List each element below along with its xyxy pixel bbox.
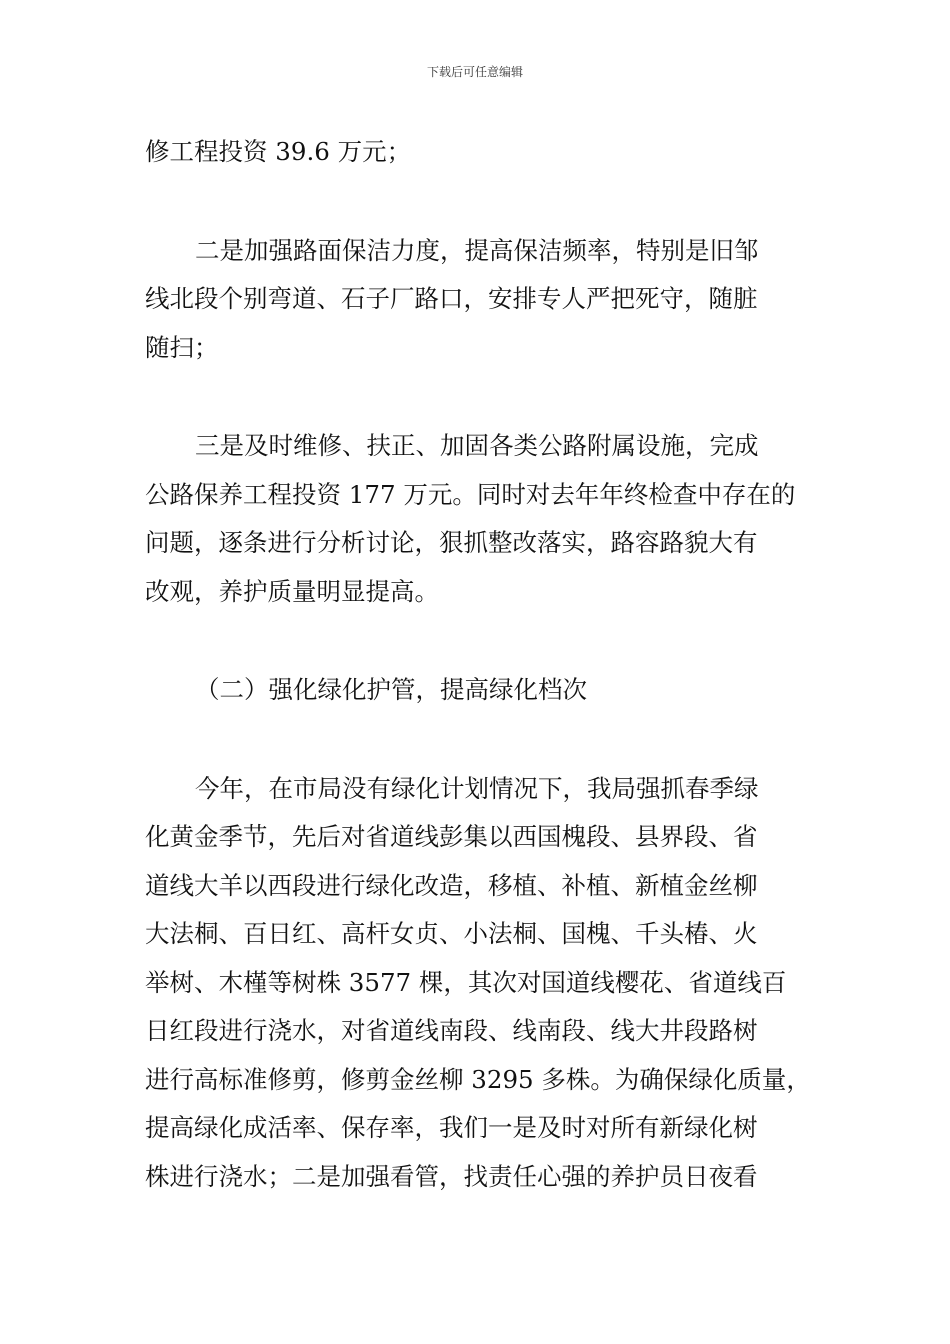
paragraph-gap	[145, 372, 817, 422]
paragraph-gap	[145, 715, 817, 765]
text-line: 修工程投资 39.6 万元；	[145, 137, 412, 166]
section-heading-greening	[145, 666, 817, 715]
paragraph-gap	[145, 177, 817, 227]
text-line: 线北段个别弯道、石子厂路口，安排专人严把死守，随脏	[145, 284, 758, 313]
text-line: 问题，逐条进行分析讨论，狠抓整改落实，路容路貌大有	[145, 528, 758, 557]
text-line: 大法桐、百日红、高杆女贞、小法桐、国槐、千头椿、火	[145, 919, 758, 948]
text-line: 随扫；	[145, 332, 219, 362]
text-line: 三是及时维修、扶正、加固各类公路附属设施，完成	[195, 431, 759, 460]
text-line: 改观，养护质量明显提高。	[145, 576, 439, 606]
text-line: 日红段进行浇水，对省道线南段、线南段、线大井段路树	[145, 1016, 758, 1045]
paragraph-cleaning	[145, 227, 817, 373]
text-line: 化黄金季节，先后对省道线彭集以西国槐段、县界段、省	[145, 822, 758, 851]
page-header-note: 下载后可任意编辑	[426, 65, 523, 79]
document-body	[145, 128, 817, 1201]
paragraph-gap	[145, 616, 817, 666]
text-line: 二是加强路面保洁力度，提高保洁频率，特别是旧邹	[195, 235, 759, 265]
paragraph-maintenance	[145, 422, 817, 616]
text-line: 举树、木槿等树株 3577 棵，其次对国道线樱花、省道线百	[145, 967, 787, 997]
text-line: 提高绿化成活率、保存率，我们一是及时对所有新绿化树	[145, 1113, 758, 1142]
heading-line: （二）强化绿化护管，提高绿化档次	[195, 675, 587, 704]
paragraph-greening	[145, 765, 817, 1202]
text-line: 道线大羊以西段进行绿化改造，移植、补植、新植金丝柳	[145, 870, 758, 900]
paragraph-investment-tail	[145, 128, 817, 177]
text-line: 株进行浇水；二是加强看管，找责任心强的养护员日夜看	[145, 1161, 758, 1191]
text-line: 今年，在市局没有绿化计划情况下，我局强抓春季绿	[195, 773, 759, 803]
text-line: 进行高标准修剪，修剪金丝柳 3295 多株。为确保绿化质量，	[145, 1064, 811, 1094]
text-line: 公路保养工程投资 177 万元。同时对去年年终检查中存在的	[145, 479, 796, 509]
